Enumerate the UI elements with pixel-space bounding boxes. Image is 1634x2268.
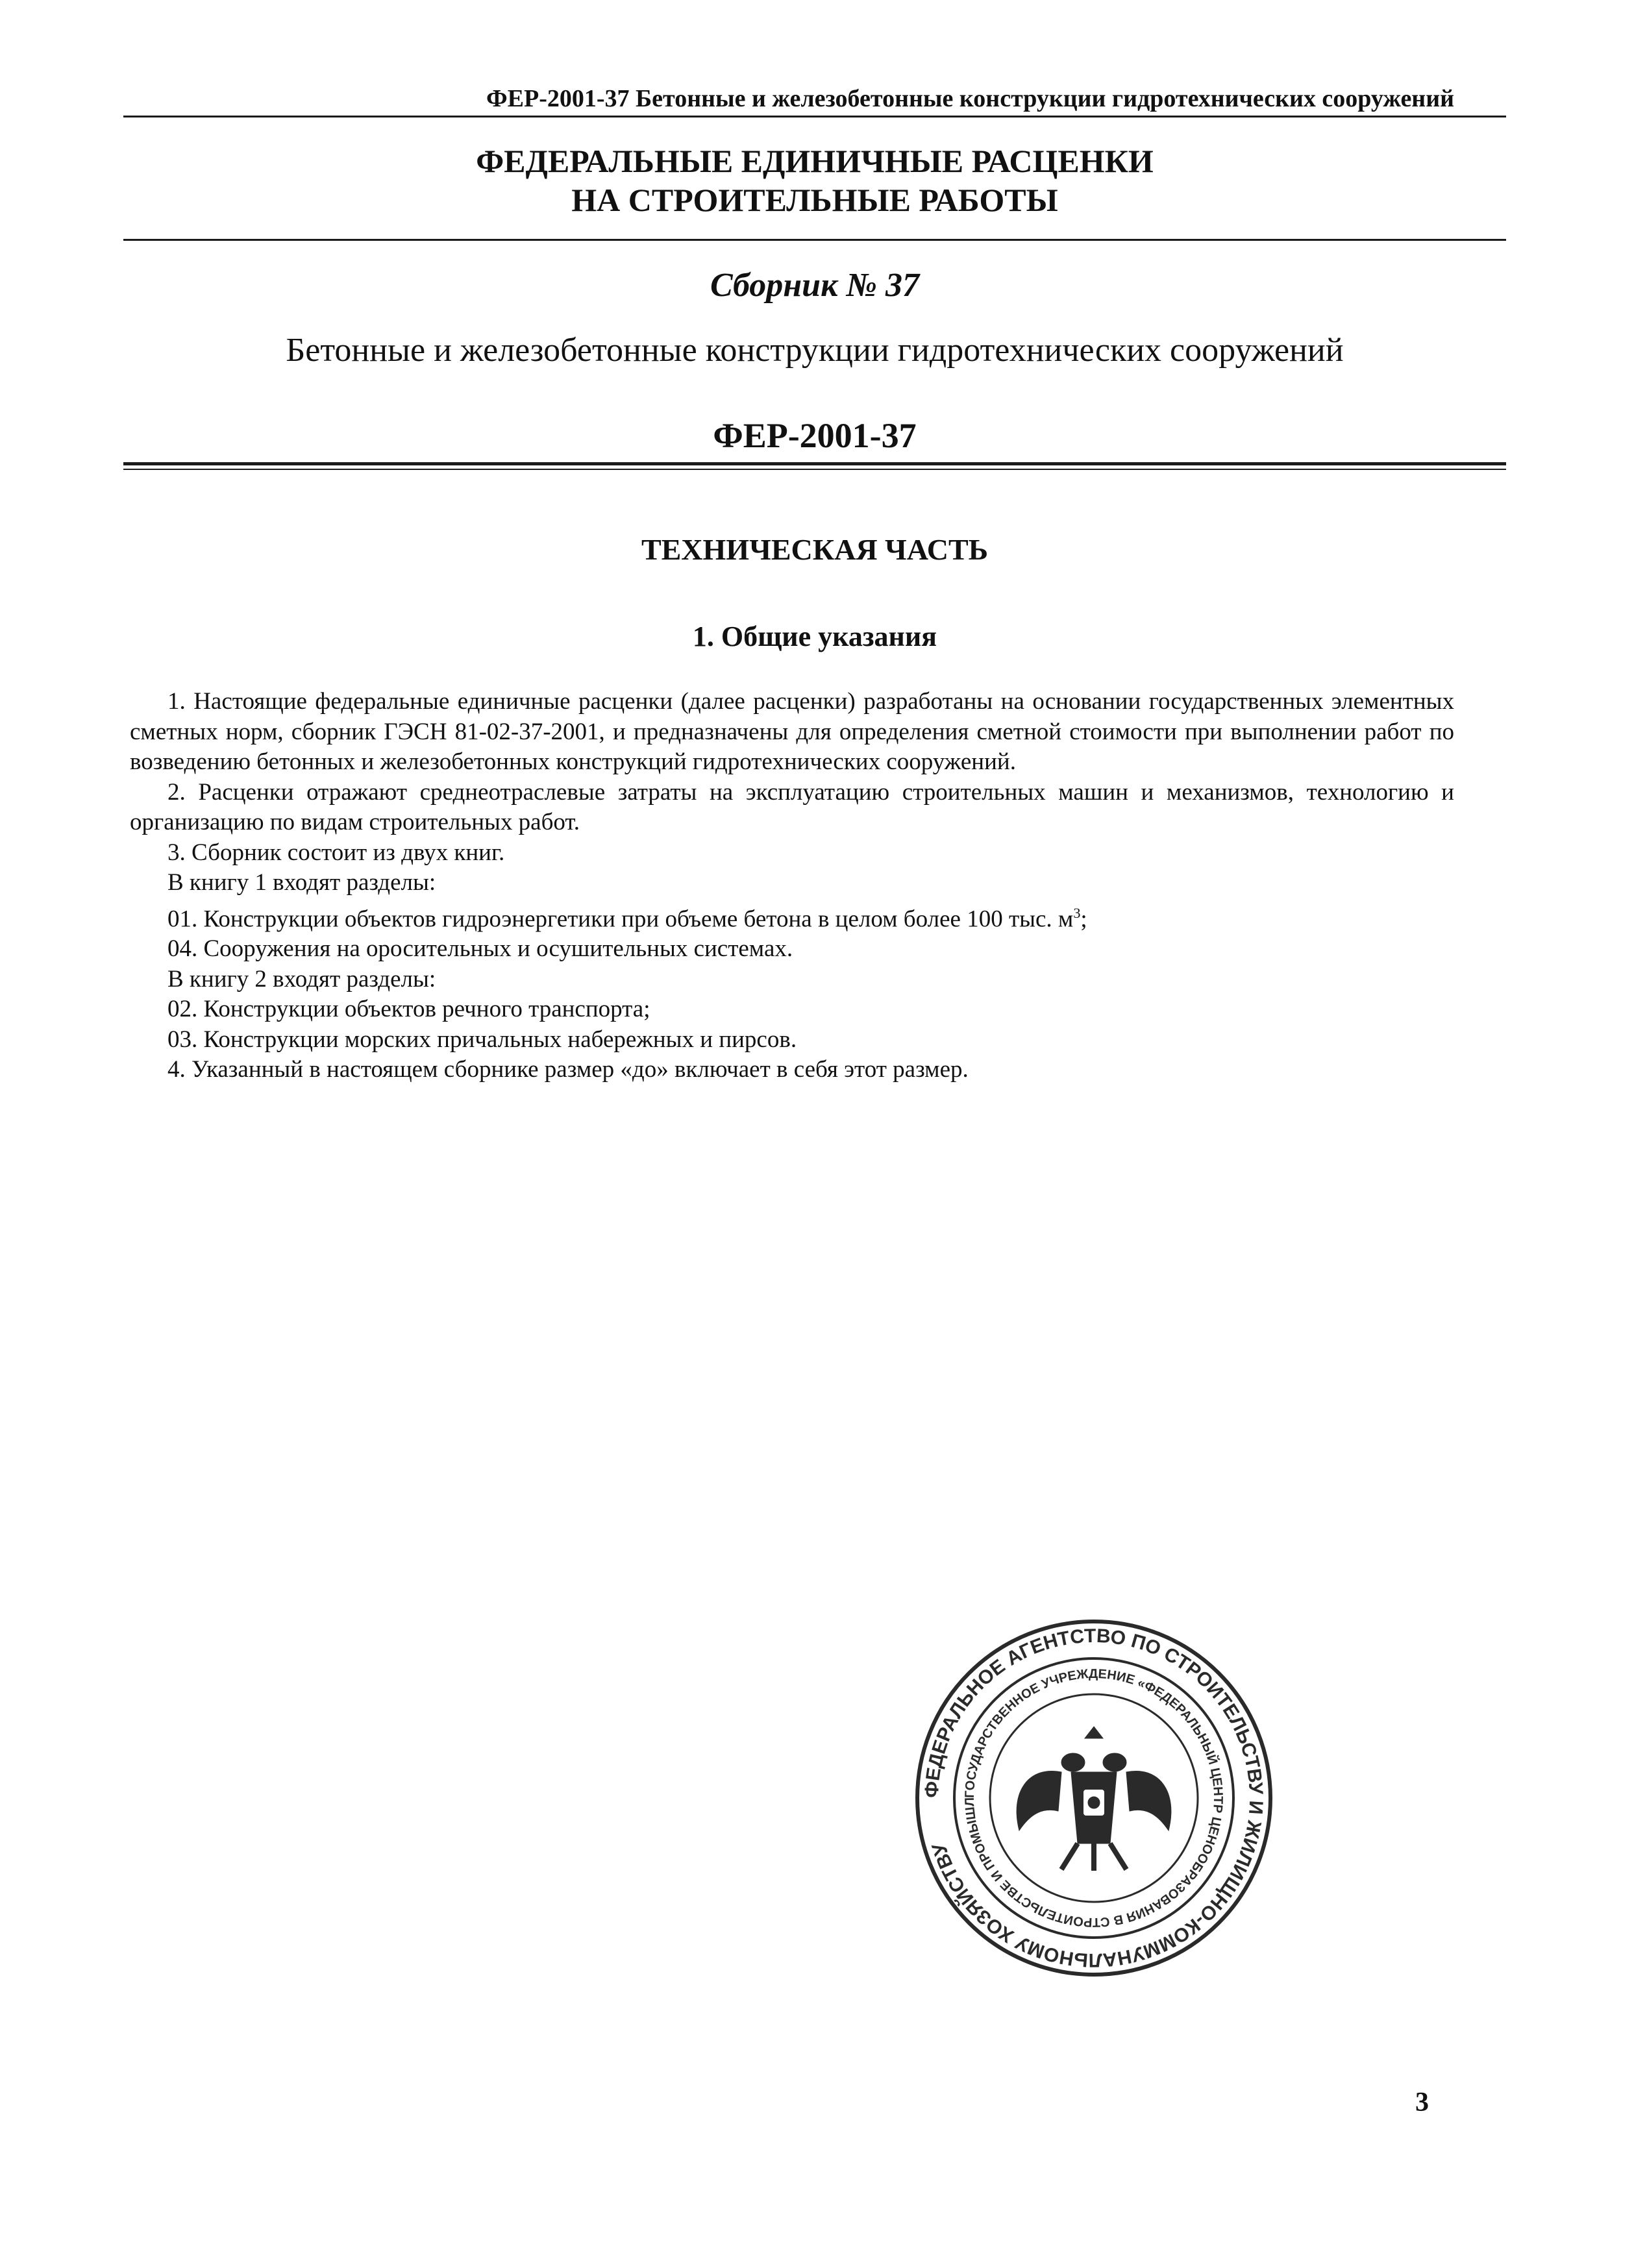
header-rule — [123, 116, 1506, 117]
page-number: 3 — [1415, 2088, 1429, 2117]
paragraph-5-text: 01. Конструкции объектов гидроэнергетики при объеме бетона в целом более 100 тыс. м — [167, 905, 1074, 932]
collection-code: ФЕР-2001-37 — [713, 416, 917, 455]
official-seal — [912, 1616, 1276, 1980]
paragraph-8: 02. Конструкции объектов речного транспорта; — [167, 996, 650, 1023]
seal-inner-textpath: ГОСУДАРСТВЕННОЕ УЧРЕЖДЕНИЕ «ФЕДЕРАЛЬНЫЙ ЦЕНТР ЦЕНООБРАЗОВАНИЯ В СТРОИТЕЛЬСТВЕ И ПРОМЫШЛ — [962, 1666, 1226, 1930]
code-rule-thin — [123, 469, 1506, 470]
section-heading: 1. Общие указания — [692, 621, 937, 652]
document-title-line1: ФЕДЕРАЛЬНЫЕ ЕДИНИЧНЫЕ РАСЦЕНКИ — [476, 143, 1154, 179]
paragraph-6: 04. Сооружения на оросительных и осушительных системах. — [167, 935, 793, 963]
body-text — [130, 687, 1454, 1085]
title-rule — [123, 239, 1506, 241]
double-headed-eagle-icon — [1017, 1727, 1171, 1871]
paragraph-5 — [130, 898, 1454, 935]
paragraph-4: В книгу 1 входят разделы: — [167, 869, 436, 896]
paragraph-5-end: ; — [1080, 905, 1087, 932]
paragraph-9: 03. Конструкции морских причальных набережных и пирсов. — [167, 1026, 797, 1053]
paragraph-10: 4. Указанный в настоящем сборнике размер «до» включает в себя этот размер. — [167, 1056, 969, 1083]
technical-part-heading: ТЕХНИЧЕСКАЯ ЧАСТЬ — [641, 533, 989, 566]
document-title — [123, 142, 1506, 219]
paragraph-1: 1. Настоящие федеральные единичные расценки (далее расценки) разработаны на основании государственных элементных сметных норм, сборник ГЭСН 81-02-37-2001, и предназначены для определения сметной стоимости при выполнении работ по возведению бетонных и железобетонных конструкций гидротехнических сооружений. — [130, 688, 1454, 775]
paragraph-2: 2. Расценки отражают среднеотраслевые затраты на эксплуатацию строительных машин и механизмов, технологию и организацию по видам строительных работ. — [130, 778, 1454, 835]
collection-label: Сборник № 37 — [710, 267, 920, 304]
paragraph-7: В книгу 2 входят разделы: — [167, 965, 436, 992]
running-header: ФЕР-2001-37 Бетонные и железобетонные конструкции гидротехнических сооружений — [486, 85, 1454, 112]
code-rule-thick — [123, 462, 1506, 465]
document-title-line2: НА СТРОИТЕЛЬНЫЕ РАБОТЫ — [571, 182, 1058, 218]
seal-graphic — [912, 1616, 1276, 1980]
seal-outer-textpath: ФЕДЕРАЛЬНОЕ АГЕНТСТВО ПО СТРОИТЕЛЬСТВУ И ЖИЛИЩНО-КОММУНАЛЬНОМУ ХОЗЯЙСТВУ — [921, 1625, 1267, 1971]
paragraph-3: 3. Сборник состоит из двух книг. — [167, 839, 505, 866]
collection-subtitle: Бетонные и железобетонные конструкции гидротехнических сооружений — [286, 332, 1344, 369]
superscript-3: 3 — [1073, 904, 1081, 921]
